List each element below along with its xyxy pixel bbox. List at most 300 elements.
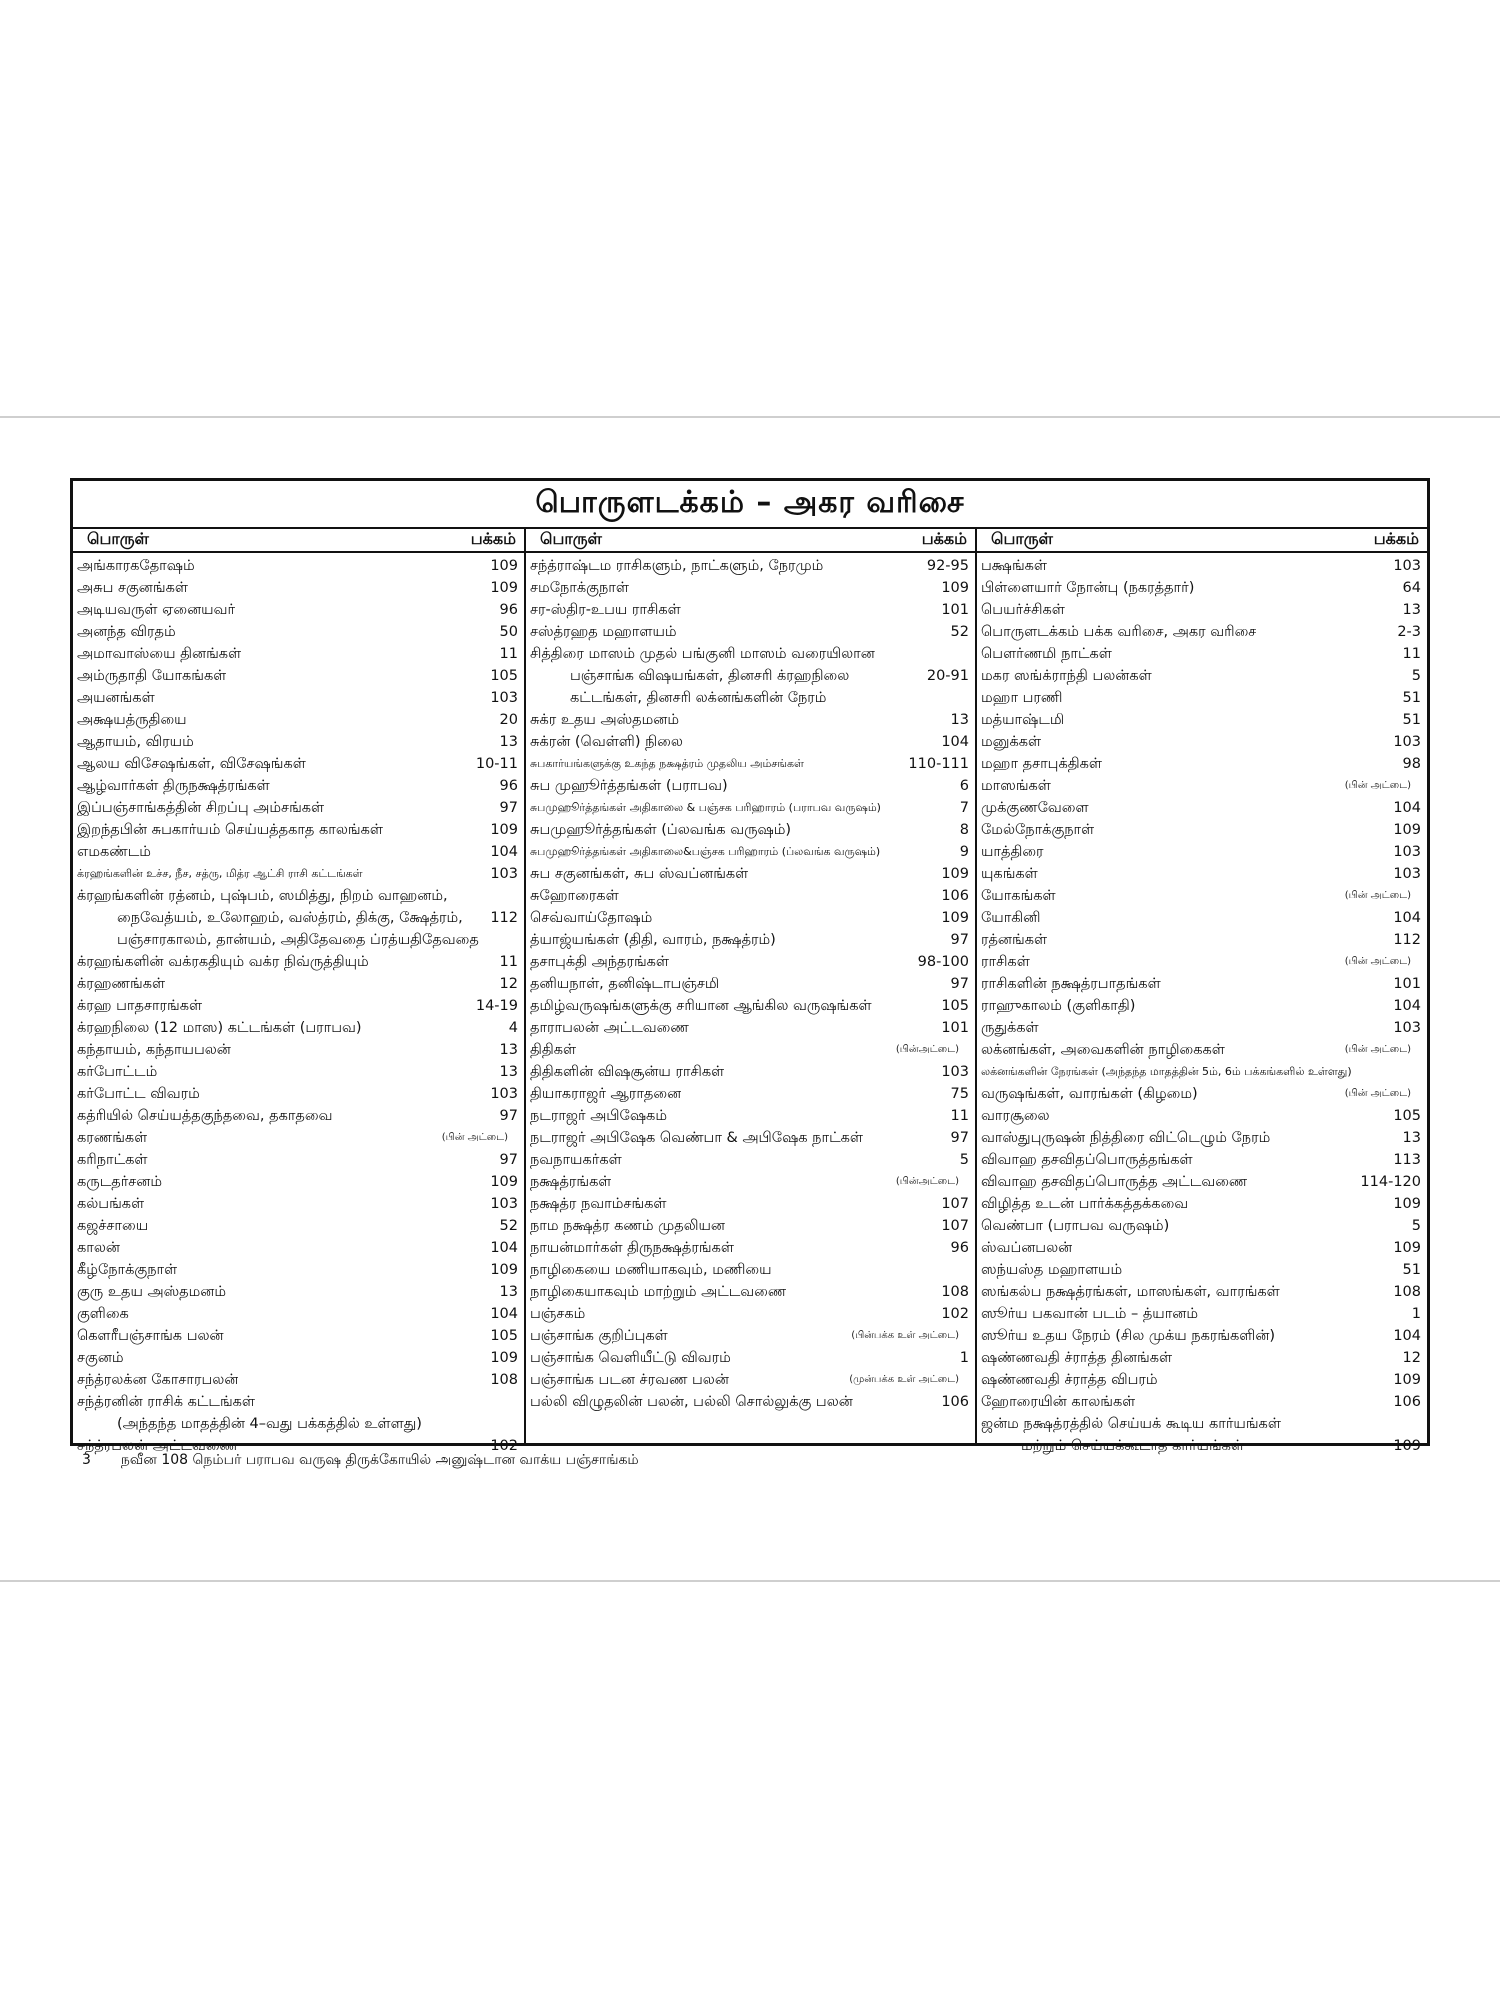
index-row	[981, 577, 1421, 599]
index-entry-text: சுபகார்யங்களுக்கு உகந்த நக்ஷத்ரம் முதலிய அம்சங்கள்	[530, 757, 804, 770]
index-entry-page: 105	[490, 668, 518, 684]
index-entry-text: கரணங்கள்	[77, 1130, 148, 1146]
rows	[977, 553, 1427, 1457]
index-entry-text: சுப சகுனங்கள், சுப ஸ்வப்னங்கள்	[530, 866, 749, 882]
index-entry-page: 103	[1393, 734, 1421, 750]
index-entry-page: 103	[1393, 844, 1421, 860]
index-entry-text: கர்போட்ட விவரம்	[77, 1086, 200, 1102]
index-entry-page: 106	[941, 1394, 969, 1410]
index-entry-text: க்ரஹநிலை (12 மாஸ) கட்டங்கள் (பராபவ)	[77, 1020, 362, 1036]
index-entry-text: தசாபுக்தி அந்தரங்கள்	[530, 954, 670, 970]
index-entry-text: திதிகளின் விஷசூன்ய ராசிகள்	[530, 1064, 725, 1080]
index-row	[530, 907, 969, 929]
index-entry-text: பெயர்ச்சிகள்	[981, 602, 1065, 618]
index-entry-text: நாம நக்ஷத்ர கணம் முதலியன	[530, 1218, 725, 1234]
index-entry-page: 103	[1393, 866, 1421, 882]
index-entry-page: 101	[941, 602, 969, 618]
index-row	[981, 1171, 1421, 1193]
index-row	[77, 577, 518, 599]
index-entry-text: லக்னங்களின் நேரங்கள் (அந்தந்த மாதத்தின் 5ம், 6ம் பக்கங்களில் உள்ளது)	[981, 1065, 1352, 1078]
index-row	[77, 1347, 518, 1369]
index-entry-text: க்ரஹங்களின் உச்ச, நீச, சத்ரு, மித்ர ஆட்சி ராசி கட்டங்கள்	[77, 867, 363, 880]
rows	[526, 553, 975, 1413]
index-entry-text: சஸ்த்ரஹத மஹாளயம்	[530, 624, 677, 640]
index-row	[981, 1303, 1421, 1325]
index-row	[981, 1127, 1421, 1149]
index-row	[530, 1237, 969, 1259]
index-entry-text: நைவேத்யம், உலோஹம், வஸ்த்ரம், திக்கு, க்ஷேத்ரம்,	[117, 910, 463, 926]
index-entry-text: நக்ஷத்ர நவாம்சங்கள்	[530, 1196, 667, 1212]
index-row	[530, 1369, 969, 1391]
index-entry-text: ரத்னங்கள்	[981, 932, 1048, 948]
index-entry-page: 103	[1393, 558, 1421, 574]
index-entry-page: 6	[959, 778, 969, 794]
index-row	[77, 1127, 518, 1149]
index-entry-text: சர-ஸ்திர-உபய ராசிகள்	[530, 602, 681, 618]
index-entry-text: அயனங்கள்	[77, 690, 155, 706]
index-entry-page: 104	[1393, 800, 1421, 816]
index-row	[77, 1215, 518, 1237]
index-row	[981, 841, 1421, 863]
index-entry-text: சகுனம்	[77, 1350, 124, 1366]
index-entry-text: ஹோரையின் காலங்கள்	[981, 1394, 1136, 1410]
index-entry-text: அசுப சகுனங்கள்	[77, 580, 188, 596]
column-2	[524, 527, 975, 1443]
index-entry-page: 113	[1393, 1152, 1421, 1168]
index-row	[981, 819, 1421, 841]
index-entry-note: (பின் அட்டை)	[1344, 1088, 1411, 1099]
index-entry-text: க்ரஹ பாதசாரங்கள்	[77, 998, 203, 1014]
index-entry-text: ஆதாயம், விரயம்	[77, 734, 194, 750]
index-entry-text: ஸூர்ய உதய நேரம் (சில முக்ய நகரங்களின்)	[981, 1328, 1276, 1344]
index-row	[530, 731, 969, 753]
index-row	[77, 797, 518, 819]
index-entry-text: பஞ்சாங்க வெளியீட்டு விவரம்	[530, 1350, 731, 1366]
index-entry-text: குளிகை	[77, 1306, 129, 1322]
index-row	[530, 1325, 969, 1347]
index-entry-text: அங்காரகதோஷம்	[77, 558, 195, 574]
column-3	[975, 527, 1427, 1454]
index-entry-page: 13	[499, 1284, 518, 1300]
index-entry-note: (பின் அட்டை)	[441, 1132, 508, 1143]
index-entry-page: 105	[1393, 1108, 1421, 1124]
index-entry-text: சுபமுஹூர்த்தங்கள் (ப்லவங்க வருஷம்)	[530, 822, 792, 838]
index-entry-text: த்யாஜ்யங்கள் (திதி, வாரம், நக்ஷத்ரம்)	[530, 932, 776, 948]
index-entry-page: 5	[959, 1152, 969, 1168]
index-row	[77, 973, 518, 995]
index-row	[981, 665, 1421, 687]
index-row	[981, 643, 1421, 665]
index-entry-text: கஜச்சாயை	[77, 1218, 149, 1234]
index-entry-text: கௌரீபஞ்சாங்க பலன்	[77, 1328, 224, 1344]
index-entry-text: விழித்த உடன் பார்க்கத்தக்கவை	[981, 1196, 1189, 1212]
index-row	[530, 1061, 969, 1083]
index-row	[77, 1325, 518, 1347]
index-row	[530, 621, 969, 643]
index-entry-page: 1	[959, 1350, 969, 1366]
index-entry-text: ருதுக்கள்	[981, 1020, 1039, 1036]
index-row	[77, 1105, 518, 1127]
index-entry-note: (பின் அட்டை)	[1344, 780, 1411, 791]
index-entry-page: 103	[1393, 1020, 1421, 1036]
index-entry-page: 105	[941, 998, 969, 1014]
index-entry-page: 13	[1402, 602, 1421, 618]
index-entry-page: 75	[950, 1086, 969, 1102]
index-entry-page: 92-95	[926, 558, 969, 574]
index-entry-page: 103	[941, 1064, 969, 1080]
index-entry-page: 98-100	[917, 954, 969, 970]
index-entry-text: ஷண்ணவதி ச்ராத்த தினங்கள்	[981, 1350, 1173, 1366]
index-entry-page: 109	[490, 558, 518, 574]
index-entry-text: கரிநாட்கள்	[77, 1152, 148, 1168]
index-entry-text: சுபமுஹூர்த்தங்கள் அதிகாலை & பஞ்சக பரிஹாரம் (பராபவ வருஷம்)	[530, 801, 881, 814]
index-entry-page: 13	[499, 1064, 518, 1080]
index-entry-page: 106	[1393, 1394, 1421, 1410]
index-entry-text: காலன்	[77, 1240, 120, 1256]
index-entry-note: (முன்பக்க உள் அட்டை)	[849, 1374, 959, 1385]
index-entry-page: 104	[1393, 1328, 1421, 1344]
index-entry-text: கல்பங்கள்	[77, 1196, 145, 1212]
title-bar	[73, 481, 1427, 529]
index-entry-text: மாஸங்கள்	[981, 778, 1051, 794]
index-row	[77, 1259, 518, 1281]
index-row	[530, 643, 969, 665]
index-entry-text: தனியநாள், தனிஷ்டாபஞ்சமி	[530, 976, 720, 992]
index-row	[530, 885, 969, 907]
index-entry-text: பக்ஷங்கள்	[981, 558, 1048, 574]
index-entry-text: மத்யாஷ்டமி	[981, 712, 1065, 728]
index-entry-text: சுஹோரைகள்	[530, 888, 619, 904]
subject-header: பொருள்	[991, 528, 1053, 548]
index-entry-text: பஞ்சாங்க படன ச்ரவண பலன்	[530, 1372, 729, 1388]
index-entry-page: 105	[490, 1328, 518, 1344]
index-entry-page: 109	[490, 1174, 518, 1190]
index-entry-page: 5	[1411, 668, 1421, 684]
index-entry-text: க்ரஹங்களின் வக்ரகதியும் வக்ர நிவ்ருத்தியும்	[77, 954, 369, 970]
index-row	[981, 599, 1421, 621]
index-row	[77, 1017, 518, 1039]
index-entry-text: கட்டங்கள், தினசரி லக்னங்களின் நேரம்	[570, 690, 827, 706]
index-entry-page: 50	[499, 624, 518, 640]
index-row	[77, 709, 518, 731]
index-entry-page: 12	[1402, 1350, 1421, 1366]
index-entry-text: விவாஹ தசவிதப்பொருத்த அட்டவணை	[981, 1174, 1248, 1190]
index-row	[77, 753, 518, 775]
index-entry-text: விவாஹ தசவிதப்பொருத்தங்கள்	[981, 1152, 1193, 1168]
index-entry-page: 109	[941, 910, 969, 926]
index-entry-text: இறந்தபின் சுபகார்யம் செய்யத்தகாத காலங்கள்	[77, 822, 383, 838]
index-entry-text: யுகங்கள்	[981, 866, 1038, 882]
index-entry-text: அம்ருதாதி யோகங்கள்	[77, 668, 227, 684]
index-entry-page: 4	[508, 1020, 518, 1036]
index-entry-page: 98	[1402, 756, 1421, 772]
index-row	[77, 1303, 518, 1325]
index-entry-text: பிள்ளையார் நோன்பு (நகரத்தார்)	[981, 580, 1195, 596]
index-entry-text: மற்றும் செய்யக்கூடாத கார்யங்கள்	[1021, 1438, 1245, 1454]
index-row	[530, 665, 969, 687]
index-row	[530, 973, 969, 995]
index-entry-note: (பின் அட்டை)	[1344, 890, 1411, 901]
index-entry-page: 104	[490, 1240, 518, 1256]
index-table	[70, 478, 1430, 1454]
index-row	[981, 1017, 1421, 1039]
index-entry-page: 51	[1402, 712, 1421, 728]
index-row	[530, 841, 969, 863]
index-entry-text: சந்த்ராஷ்டம ராசிகளும், நாட்களும், நேரமும்	[530, 558, 824, 574]
index-entry-text: க்ரஹங்களின் ரத்னம், புஷ்பம், ஸமித்து, நிறம் வாஹனம்,	[77, 888, 448, 904]
columns	[73, 527, 1427, 1454]
index-entry-text: தியாகராஜர் ஆராதனை	[530, 1086, 682, 1102]
index-entry-note: (பின்அட்டை)	[895, 1176, 959, 1187]
index-row	[77, 995, 518, 1017]
index-entry-page: 101	[941, 1020, 969, 1036]
index-entry-text: பஞ்சகம்	[530, 1306, 586, 1322]
index-entry-page: 103	[490, 866, 518, 882]
column-header	[977, 527, 1427, 553]
index-entry-text: நடராஜர் அபிஷேக வெண்பா & அபிஷேக நாட்கள்	[530, 1130, 863, 1146]
index-row	[77, 819, 518, 841]
index-entry-page: 103	[490, 690, 518, 706]
index-row	[77, 1061, 518, 1083]
index-entry-text: நவநாயகர்கள்	[530, 1152, 622, 1168]
subject-header: பொருள்	[87, 528, 149, 548]
index-entry-page: 109	[490, 822, 518, 838]
index-entry-text: கர்போட்டம்	[77, 1064, 158, 1080]
index-row	[530, 951, 969, 973]
index-row	[981, 775, 1421, 797]
index-row	[981, 1193, 1421, 1215]
index-entry-text: எமகண்டம்	[77, 844, 151, 860]
index-row	[981, 1105, 1421, 1127]
index-row	[77, 1369, 518, 1391]
index-row	[77, 643, 518, 665]
index-entry-page: 11	[499, 646, 518, 662]
index-row	[530, 863, 969, 885]
index-entry-page: 104	[1393, 910, 1421, 926]
index-entry-page: 109	[490, 1262, 518, 1278]
index-entry-page: 20-91	[926, 668, 969, 684]
index-row	[981, 863, 1421, 885]
index-entry-page: 104	[941, 734, 969, 750]
index-entry-page: 13	[499, 1042, 518, 1058]
index-entry-text: க்ரஹணங்கள்	[77, 976, 166, 992]
index-entry-text: தாராபலன் அட்டவணை	[530, 1020, 689, 1036]
index-row	[530, 929, 969, 951]
index-entry-text: அடியவருள் ஏனையவர்	[77, 602, 236, 618]
index-row	[77, 1083, 518, 1105]
index-entry-text: லக்னங்கள், அவைகளின் நாழிகைகள்	[981, 1042, 1225, 1058]
index-entry-page: 109	[490, 1350, 518, 1366]
index-entry-page: 109	[1393, 1240, 1421, 1256]
index-row	[530, 819, 969, 841]
index-row	[77, 929, 518, 951]
index-entry-page: 109	[1393, 1196, 1421, 1212]
index-row	[77, 1281, 518, 1303]
index-entry-text: சுபமுஹூர்த்தங்கள் அதிகாலை&பஞ்சக பரிஹாரம் (ப்லவங்க வருஷம்)	[530, 845, 881, 858]
index-entry-text: நாழிகையாகவும் மாற்றும் அட்டவணை	[530, 1284, 787, 1300]
index-row	[77, 863, 518, 885]
index-row	[77, 841, 518, 863]
index-entry-page: 109	[941, 580, 969, 596]
index-entry-text: ஷண்ணவதி ச்ராத்த விபரம்	[981, 1372, 1158, 1388]
index-entry-text: பொருளடக்கம் பக்க வரிசை, அகர வரிசை	[981, 624, 1257, 640]
index-entry-text: பஞ்சாங்க விஷயங்கள், தினசரி க்ரஹநிலை	[570, 668, 850, 684]
index-entry-page: 20	[499, 712, 518, 728]
index-row	[981, 1347, 1421, 1369]
index-row	[530, 555, 969, 577]
index-row	[530, 753, 969, 775]
index-entry-page: 13	[950, 712, 969, 728]
index-entry-text: சமநோக்குநாள்	[530, 580, 629, 596]
index-entry-page: 96	[499, 778, 518, 794]
index-entry-text: மஹா பரணி	[981, 690, 1063, 706]
index-entry-page: 13	[499, 734, 518, 750]
index-row	[981, 753, 1421, 775]
index-entry-page: 12	[499, 976, 518, 992]
index-entry-page: 96	[950, 1240, 969, 1256]
index-entry-page: 104	[1393, 998, 1421, 1014]
index-entry-text: முக்குணவேளை	[981, 800, 1089, 816]
page-header: பக்கம்	[1373, 528, 1419, 548]
index-row	[530, 599, 969, 621]
index-entry-text: கருடதர்சனம்	[77, 1174, 163, 1190]
index-row	[530, 1149, 969, 1171]
index-row	[981, 621, 1421, 643]
index-row	[77, 1193, 518, 1215]
index-row	[77, 599, 518, 621]
index-row	[77, 1149, 518, 1171]
index-entry-page: 97	[499, 1108, 518, 1124]
index-row	[77, 621, 518, 643]
index-entry-note: (பின் அட்டை)	[1344, 1044, 1411, 1055]
index-row	[530, 1171, 969, 1193]
index-entry-text: சந்த்ரலக்ன கோசாரபலன்	[77, 1372, 239, 1388]
index-row	[981, 1039, 1421, 1061]
index-entry-page: 96	[499, 602, 518, 618]
index-row	[981, 1281, 1421, 1303]
index-entry-text: வாரசூலை	[981, 1108, 1050, 1124]
index-row	[77, 1391, 518, 1413]
index-entry-page: 109	[1393, 822, 1421, 838]
index-row	[77, 907, 518, 929]
footer-text: நவீன 108 நெம்பர் பராபவ வருஷ திருக்கோயில் அனுஷ்டான வாக்ய பஞ்சாங்கம்	[120, 1452, 639, 1468]
index-entry-text: வெண்பா (பராபவ வருஷம்)	[981, 1218, 1170, 1234]
index-entry-text: சந்த்ரபலன் அட்டவணை	[77, 1438, 239, 1454]
index-entry-text: ஆழ்வார்கள் திருநக்ஷத்ரங்கள்	[77, 778, 270, 794]
index-entry-text: அமாவாஸ்யை தினங்கள்	[77, 646, 242, 662]
index-entry-page: 14-19	[475, 998, 518, 1014]
index-row	[530, 1259, 969, 1281]
index-row	[530, 775, 969, 797]
index-row	[981, 1061, 1421, 1083]
column-header	[73, 527, 524, 553]
index-row	[77, 1039, 518, 1061]
index-entry-text: பஞ்சாரகாலம், தான்யம், அதிதேவதை ப்ரத்யதிதேவதை	[117, 932, 479, 948]
index-entry-text: ஆலய விசேஷங்கள், விசேஷங்கள்	[77, 756, 306, 772]
index-row	[981, 687, 1421, 709]
index-row	[530, 1193, 969, 1215]
index-entry-page: 107	[941, 1218, 969, 1234]
index-entry-text: கந்தாயம், கந்தாயபலன்	[77, 1042, 231, 1058]
index-entry-page: 97	[950, 932, 969, 948]
index-entry-page: 7	[959, 800, 969, 816]
index-row	[530, 1303, 969, 1325]
footer-page-number: 3	[82, 1452, 91, 1468]
index-entry-text: வாஸ்துபுருஷன் நித்திரை விட்டெழும் நேரம்	[981, 1130, 1271, 1146]
index-row	[981, 709, 1421, 731]
index-entry-note: (பின் அட்டை)	[1344, 956, 1411, 967]
index-row	[530, 1281, 969, 1303]
index-row	[530, 1127, 969, 1149]
index-entry-text: சுப முஹூர்த்தங்கள் (பராபவ)	[530, 778, 728, 794]
index-entry-page: 101	[1393, 976, 1421, 992]
index-row	[981, 1083, 1421, 1105]
index-entry-page: 109	[941, 866, 969, 882]
index-row	[530, 709, 969, 731]
index-row	[530, 797, 969, 819]
index-row	[981, 973, 1421, 995]
index-entry-page: 1	[1411, 1306, 1421, 1322]
index-entry-page: 51	[1402, 1262, 1421, 1278]
index-entry-text: ராசிகள்	[981, 954, 1030, 970]
index-entry-text: யாத்திரை	[981, 844, 1044, 860]
index-row	[981, 951, 1421, 973]
index-row	[530, 995, 969, 1017]
index-row	[530, 1215, 969, 1237]
index-row	[77, 951, 518, 973]
index-entry-text: ஜன்ம நக்ஷத்ரத்தில் செய்யக் கூடிய கார்யங்கள்	[981, 1416, 1281, 1432]
index-entry-page: 112	[1393, 932, 1421, 948]
index-row	[77, 1237, 518, 1259]
index-row	[981, 731, 1421, 753]
index-entry-text: நடராஜர் அபிஷேகம்	[530, 1108, 667, 1124]
index-row	[530, 687, 969, 709]
index-entry-page: 51	[1402, 690, 1421, 706]
index-row	[981, 929, 1421, 951]
index-entry-page: 64	[1402, 580, 1421, 596]
index-entry-text: ஸூர்ய பகவான் படம் – த்யானம்	[981, 1306, 1199, 1322]
index-row	[981, 1435, 1421, 1457]
index-entry-page: 13	[1402, 1130, 1421, 1146]
index-entry-text: ஸ்வப்னபலன்	[981, 1240, 1073, 1256]
index-entry-page: 108	[941, 1284, 969, 1300]
index-entry-text: இப்பஞ்சாங்கத்தின் சிறப்பு அம்சங்கள்	[77, 800, 325, 816]
subject-header: பொருள்	[540, 528, 602, 548]
index-entry-text: சுக்ரன் (வெள்ளி) நிலை	[530, 734, 683, 750]
index-entry-text: சித்திரை மாஸம் முதல் பங்குனி மாஸம் வரையிலான	[530, 646, 875, 662]
index-row	[981, 555, 1421, 577]
index-row	[530, 1105, 969, 1127]
index-entry-page: 9	[959, 844, 969, 860]
index-entry-page: 106	[941, 888, 969, 904]
rows	[73, 553, 524, 1457]
index-entry-text: ராசிகளின் நக்ஷத்ரபாதங்கள்	[981, 976, 1161, 992]
index-entry-page: 109	[1393, 1372, 1421, 1388]
index-entry-page: 114-120	[1360, 1174, 1421, 1190]
index-entry-page: 5	[1411, 1218, 1421, 1234]
index-entry-text: பல்லி விழுதலின் பலன், பல்லி சொல்லுக்கு பலன்	[530, 1394, 853, 1410]
index-entry-text: கத்ரியில் செய்யத்தகுந்தவை, தகாதவை	[77, 1108, 333, 1124]
index-entry-text: மனுக்கள்	[981, 734, 1042, 750]
index-entry-text: அனந்த விரதம்	[77, 624, 176, 640]
index-row	[981, 1149, 1421, 1171]
index-entry-page: 97	[499, 800, 518, 816]
page-title: பொருளடக்கம் – அகர வரிசை	[535, 484, 965, 520]
index-entry-page: 112	[490, 910, 518, 926]
index-entry-page: 8	[959, 822, 969, 838]
index-entry-text: குரு உதய அஸ்தமனம்	[77, 1284, 227, 1300]
index-row	[981, 1413, 1421, 1435]
